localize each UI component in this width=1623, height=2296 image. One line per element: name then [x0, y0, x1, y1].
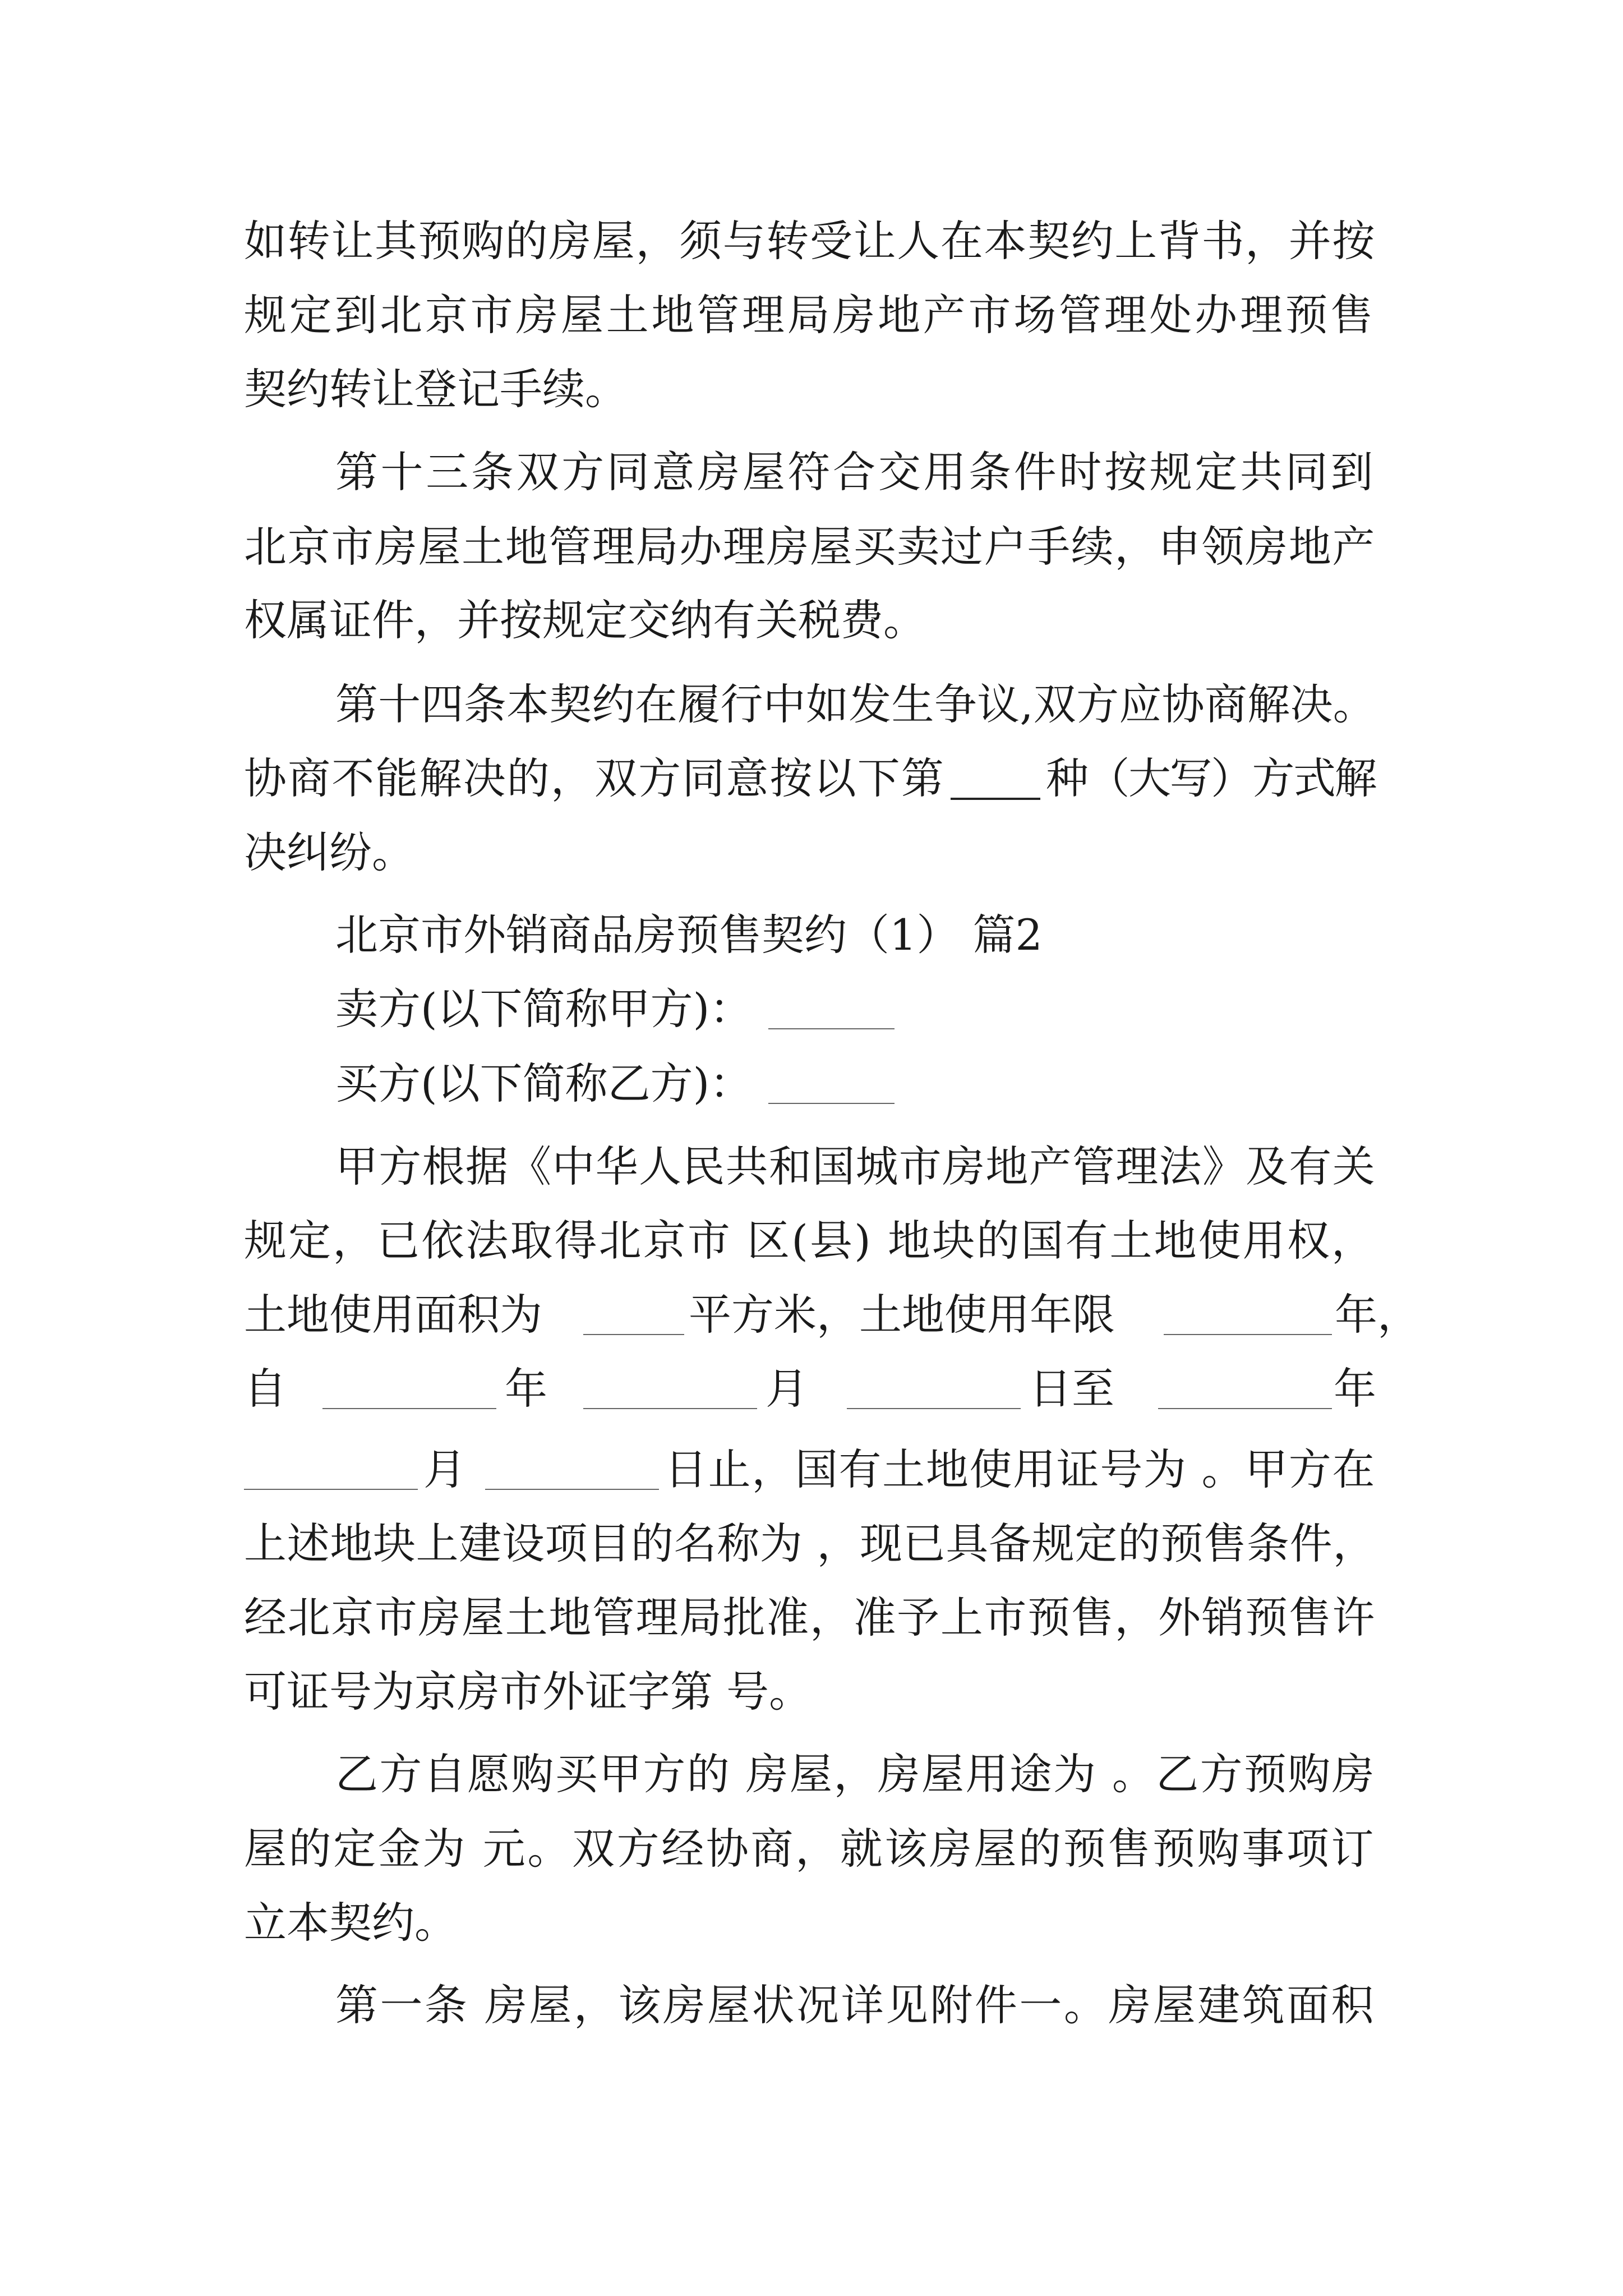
preamble-text: 月	[766, 1364, 808, 1414]
article-13-line: 权属证件，并按规定交纳有关税费。	[244, 595, 926, 645]
preamble-text: 土地使用面积为	[244, 1290, 542, 1340]
preamble-line: 上述地块上建设项目的名称为 ，现已具备规定的预售条件，	[244, 1519, 1376, 1568]
seller-label: 卖方(以下简称甲方)：	[335, 984, 753, 1034]
article-1-line: 第一条 房屋，该房屋状况详见附件一。房屋建筑面积	[335, 1980, 1376, 2030]
preamble-text: 日止，国有土地使用证号为 。甲方在	[665, 1444, 1376, 1494]
end-month-blank	[244, 1489, 418, 1490]
text-line	[0, 1889, 1623, 1957]
start-day-blank	[847, 1408, 1021, 1409]
seller-blank	[768, 1028, 895, 1029]
article-14-line: 协商不能解决的，双方同意按以下第	[244, 753, 945, 803]
text-line	[0, 1584, 1623, 1651]
text-line	[0, 208, 1623, 275]
area-blank	[583, 1334, 684, 1335]
preamble-text: 日至	[1029, 1364, 1114, 1414]
article-14-line: 决纠纷。	[244, 827, 414, 877]
text-line	[0, 1436, 1623, 1503]
end-year-blank	[1158, 1408, 1332, 1409]
preamble-text: 年	[1334, 1364, 1376, 1414]
text-line	[0, 1133, 1623, 1200]
text-line	[0, 587, 1623, 654]
text-line	[0, 901, 1623, 969]
text-line	[0, 1355, 1623, 1423]
preamble-line: 甲方根据《中华人民共和国城市房地产管理法》及有关	[335, 1142, 1376, 1191]
paragraph-line: 契约转让登记手续。	[244, 364, 628, 414]
preamble-line: 可证号为京房市外证字第 号。	[244, 1667, 812, 1717]
article-14-line: 种（大写）方式解	[1046, 753, 1376, 803]
text-line	[0, 439, 1623, 506]
text-line	[0, 1281, 1623, 1349]
end-day-blank	[485, 1489, 659, 1490]
purchase-line: 立本契约。	[244, 1898, 457, 1948]
text-line	[0, 1972, 1623, 2039]
purchase-line: 乙方自愿购买甲方的 房屋，房屋用途为 。乙方预购房	[335, 1749, 1376, 1799]
preamble-text: 年，	[1335, 1290, 1420, 1340]
section-title: 北京市外销商品房预售契约（1） 篇2	[335, 910, 1043, 960]
article-14-line: 第十四条本契约在履行中如发生争议,双方应协商解决。	[335, 679, 1376, 729]
text-line	[0, 1815, 1623, 1883]
text-line	[0, 1510, 1623, 1577]
start-month-blank	[583, 1408, 757, 1409]
paragraph-line: 如转让其预购的房屋，须与转受让人在本契约上背书，并按	[244, 216, 1376, 266]
text-line	[0, 1658, 1623, 1726]
text-line	[0, 513, 1623, 581]
preamble-text: 自	[244, 1364, 287, 1414]
preamble-text: 平方米，土地使用年限	[689, 1290, 1115, 1340]
preamble-text: 月	[423, 1444, 466, 1494]
buyer-label: 买方(以下简称乙方)：	[335, 1059, 753, 1108]
preamble-text: 年	[505, 1364, 547, 1414]
text-line	[0, 819, 1623, 886]
fill-in-blank	[951, 798, 1040, 800]
text-line	[0, 1741, 1623, 1808]
start-year-blank	[322, 1408, 496, 1409]
buyer-blank	[768, 1103, 895, 1104]
article-13-line: 第十三条双方同意房屋符合交用条件时按规定共同到	[335, 447, 1376, 497]
text-line	[0, 976, 1623, 1043]
text-line	[0, 745, 1623, 812]
text-line	[0, 356, 1623, 423]
purchase-line: 屋的定金为 元。双方经协商，就该房屋的预售预购事项订	[244, 1824, 1376, 1874]
preamble-line: 规定，已依法取得北京市 区(县) 地块的国有土地使用权，	[244, 1216, 1376, 1266]
text-line	[0, 671, 1623, 738]
text-line	[0, 282, 1623, 349]
paragraph-line: 规定到北京市房屋土地管理局房地产市场管理处办理预售	[244, 290, 1376, 340]
term-years-blank	[1164, 1334, 1332, 1335]
preamble-line: 经北京市房屋土地管理局批准，准予上市预售，外销预售许	[244, 1593, 1376, 1642]
text-line	[0, 1050, 1623, 1117]
article-13-line: 北京市房屋土地管理局办理房屋买卖过户手续，申领房地产	[244, 522, 1376, 572]
text-line	[0, 1207, 1623, 1274]
